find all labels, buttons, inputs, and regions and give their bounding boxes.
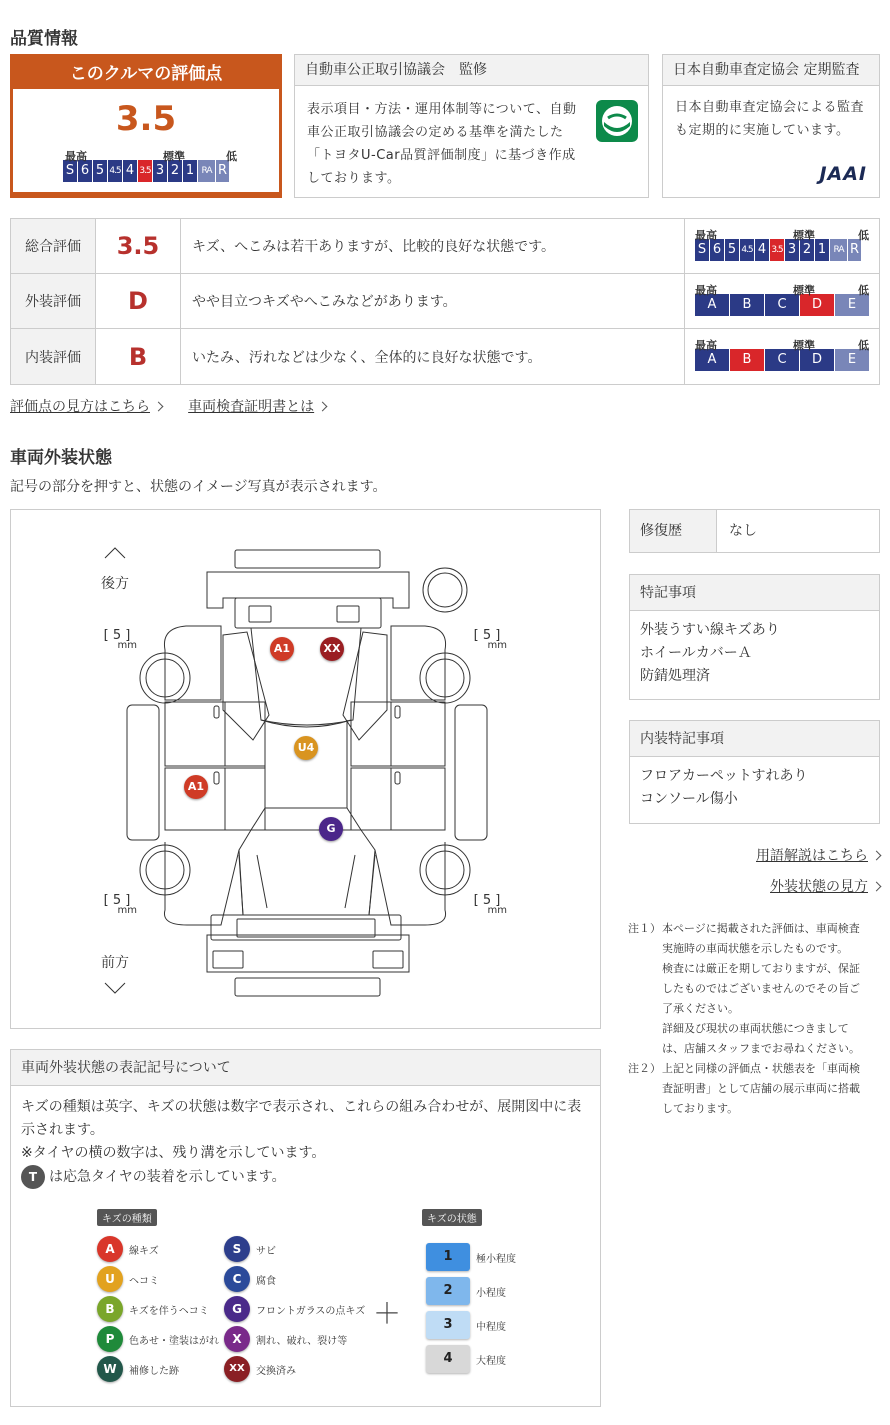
scale-cell: RA bbox=[830, 239, 847, 261]
damage-state-row bbox=[426, 1308, 516, 1342]
repair-value: なし bbox=[729, 523, 757, 539]
damage-state-row bbox=[426, 1342, 516, 1376]
note-line: 検査には厳正を期しておりますが、保証 bbox=[662, 962, 860, 975]
jaaa-title: 自動車公正取引協議会 監修 bbox=[295, 55, 648, 86]
tire-front-right: [ 5 ] mm bbox=[467, 893, 507, 916]
damage-badge-roof-u4[interactable]: U4 bbox=[294, 736, 318, 760]
damage-type-row bbox=[97, 1354, 219, 1384]
exterior-guide-label: 外装状態の見方 bbox=[770, 879, 868, 895]
note-mark: 注１） bbox=[628, 922, 661, 935]
scale-cell: 6 bbox=[78, 160, 92, 182]
note-line: しております。 bbox=[662, 1102, 739, 1115]
damage-state-label: 小程度 bbox=[476, 1287, 506, 1299]
tire-unit: mm bbox=[117, 640, 137, 651]
scale-std: 標準 bbox=[793, 229, 815, 242]
scale-cell: 5 bbox=[93, 160, 107, 182]
scale-cell: R bbox=[216, 160, 229, 182]
eval-row-exterior bbox=[11, 274, 879, 329]
legend-line2: ※タイヤの横の数字は、残り溝を示しています。 bbox=[21, 1145, 326, 1161]
damage-state-swatch: 3 bbox=[426, 1311, 470, 1339]
eval-grade: D bbox=[96, 274, 181, 328]
damage-type-label: 割れ、破れ、裂け等 bbox=[256, 1335, 348, 1347]
interior-item: コンソール傷小 bbox=[640, 791, 738, 807]
quality-section-title: 品質情報 bbox=[10, 29, 78, 49]
eval-desc: キズ、へこみは若干ありますが、比較的良好な状態です。 bbox=[181, 219, 685, 273]
scale-cell: 3 bbox=[785, 239, 799, 261]
damage-type-row bbox=[224, 1234, 365, 1264]
notes-block bbox=[628, 919, 880, 1119]
damage-type-row bbox=[224, 1354, 365, 1384]
tire-value: 5 bbox=[482, 893, 492, 908]
tire-value: 5 bbox=[482, 628, 492, 643]
scale-cell: D bbox=[800, 349, 834, 371]
how-to-read-link[interactable] bbox=[10, 399, 150, 415]
scale-cell: 4 bbox=[755, 239, 769, 261]
scale-cell: RA bbox=[198, 160, 215, 182]
scale-high: 最高 bbox=[695, 229, 717, 242]
jaai-logo: JAAI bbox=[819, 163, 867, 185]
scale-high: 最高 bbox=[65, 150, 87, 163]
damage-type-label: 交換済み bbox=[256, 1365, 296, 1377]
scale-low: 低 bbox=[858, 229, 869, 242]
note-line: 上記と同様の評価点・状態表を「車両検 bbox=[662, 1062, 860, 1075]
scale-cell: 1 bbox=[815, 239, 829, 261]
glossary-label: 用語解説はこちら bbox=[756, 848, 868, 864]
damage-badge-rear-a1[interactable]: A1 bbox=[270, 637, 294, 661]
spare-tire-icon: T bbox=[21, 1165, 45, 1189]
scale-cell: C bbox=[765, 294, 799, 316]
legend-line1: キズの種類は英字、キズの状態は数字で表示され、これらの組み合わせが、展開図中に表示されます。 bbox=[21, 1099, 582, 1138]
chevron-right-icon bbox=[318, 402, 328, 412]
damage-type-icon: C bbox=[224, 1266, 250, 1292]
damage-type-row bbox=[97, 1234, 219, 1264]
scale-cell: B bbox=[730, 349, 764, 371]
interior-title: 内装特記事項 bbox=[630, 721, 879, 757]
note-line: は、店舗スタッフまでお尋ねください。 bbox=[662, 1042, 860, 1055]
overall-score: 3.5 bbox=[115, 99, 177, 139]
scale-cell: S bbox=[63, 160, 77, 182]
jaaa-text: 表示項目・方法・運用体制等について、自動車公正取引協議会の定める基準を満たした「トヨタU-Car品質評価制度」に基づき作成しております。 bbox=[307, 102, 577, 186]
special-title: 特記事項 bbox=[630, 575, 879, 611]
jaai-text: 日本自動車査定協会による監査も定期的に実施しています。 bbox=[675, 100, 865, 138]
eval-grade: B bbox=[96, 329, 181, 384]
damage-type-icon: U bbox=[97, 1266, 123, 1292]
states-list bbox=[426, 1240, 516, 1376]
note-line: 査証明書」として店舗の展示車両に搭載 bbox=[662, 1082, 860, 1095]
scale-cell: 4.5 bbox=[740, 239, 754, 261]
scale-high: 最高 bbox=[695, 339, 717, 352]
eval-desc: やや目立つキズやへこみなどがあります。 bbox=[181, 274, 685, 328]
scale-high: 最高 bbox=[695, 284, 717, 297]
score-scale bbox=[63, 160, 239, 182]
damage-badge-rear-xx[interactable]: XX bbox=[320, 637, 344, 661]
damage-type-row bbox=[97, 1264, 219, 1294]
damage-type-label: キズを伴うヘコミ bbox=[129, 1305, 209, 1317]
eval-row-interior bbox=[11, 329, 879, 384]
damage-type-icon: B bbox=[97, 1296, 123, 1322]
scale-low: 低 bbox=[858, 284, 869, 297]
eval-grade: 3.5 bbox=[96, 219, 181, 273]
chevron-right-icon bbox=[872, 851, 882, 861]
interior-notes bbox=[629, 720, 880, 824]
scale-std: 標準 bbox=[793, 339, 815, 352]
damage-badge-side-a1[interactable]: A1 bbox=[184, 775, 208, 799]
scale-cell: 3.5 bbox=[770, 239, 784, 261]
jaai-box bbox=[662, 54, 880, 198]
scale-cell: 1 bbox=[183, 160, 197, 182]
note-line: 本ページに掲載された評価は、車両検査 bbox=[662, 922, 860, 935]
damage-type-icon: A bbox=[97, 1236, 123, 1262]
eval-label: 内装評価 bbox=[11, 329, 96, 384]
damage-type-label: ヘコミ bbox=[129, 1275, 159, 1287]
scale-std: 標準 bbox=[163, 150, 185, 163]
damage-state-swatch: 4 bbox=[426, 1345, 470, 1373]
damage-type-icon: P bbox=[97, 1326, 123, 1352]
damage-state-row bbox=[426, 1240, 516, 1274]
tire-front-left: [ 5 ] mm bbox=[97, 893, 137, 916]
damage-state-label: 極小程度 bbox=[476, 1253, 516, 1265]
tire-rear-left: [ 5 ] mm bbox=[97, 628, 137, 651]
types-tag: キズの種類 bbox=[97, 1209, 157, 1226]
scale-cell: 4.5 bbox=[108, 160, 122, 182]
scale-cell: 3 bbox=[153, 160, 167, 182]
damage-type-icon: W bbox=[97, 1356, 123, 1382]
damage-type-row bbox=[97, 1294, 219, 1324]
certificate-label: 車両検査証明書とは bbox=[188, 399, 315, 415]
damage-type-icon: XX bbox=[224, 1356, 250, 1382]
damage-type-label: サビ bbox=[256, 1245, 276, 1257]
car-diagram bbox=[10, 509, 601, 1029]
eval-desc: いたみ、汚れなどは少なく、全体的に良好な状態です。 bbox=[181, 329, 685, 384]
interior-item: フロアカーペットすれあり bbox=[640, 768, 808, 784]
damage-type-icon: S bbox=[224, 1236, 250, 1262]
special-item: ホイールカバーＡ bbox=[640, 645, 752, 661]
scale-cell: 5 bbox=[725, 239, 739, 261]
score-box-title: このクルマの評価点 bbox=[69, 64, 223, 84]
damage-type-icon: G bbox=[224, 1296, 250, 1322]
plus-sign: ＋ bbox=[373, 1297, 402, 1330]
tire-unit: mm bbox=[487, 905, 507, 916]
scale-cell: 2 bbox=[168, 160, 182, 182]
damage-state-swatch: 2 bbox=[426, 1277, 470, 1305]
exterior-guide-link[interactable] bbox=[770, 879, 868, 895]
damage-type-label: 色あせ・塗装はがれ bbox=[129, 1335, 219, 1347]
legend-box bbox=[10, 1049, 601, 1407]
scale-cell: R bbox=[848, 239, 861, 261]
damage-state-label: 中程度 bbox=[476, 1321, 506, 1333]
types-left-list bbox=[97, 1234, 219, 1384]
damage-state-row bbox=[426, 1274, 516, 1308]
score-box bbox=[10, 54, 282, 198]
damage-state-label: 大程度 bbox=[476, 1355, 506, 1367]
repair-label: 修復歴 bbox=[630, 510, 717, 552]
damage-state-swatch: 1 bbox=[426, 1243, 470, 1271]
note-line: 実施時の車両状態を示したものです。 bbox=[662, 942, 849, 955]
special-item: 外装うすい線キズあり bbox=[640, 622, 780, 638]
jaaa-box bbox=[294, 54, 649, 198]
interior-scale bbox=[695, 349, 869, 371]
chevron-right-icon bbox=[154, 402, 164, 412]
scale-cell: 6 bbox=[710, 239, 724, 261]
scale-cell: 3.5 bbox=[138, 160, 152, 182]
car-outline-drawing bbox=[11, 510, 600, 1028]
scale-std: 標準 bbox=[793, 284, 815, 297]
scale-cell: 2 bbox=[800, 239, 814, 261]
exterior-subtitle: 記号の部分を押すと、状態のイメージ写真が表示されます。 bbox=[10, 479, 387, 495]
eval-row-overall bbox=[11, 219, 879, 274]
note-mark: 注２） bbox=[628, 1062, 661, 1075]
damage-type-label: 線キズ bbox=[129, 1245, 159, 1257]
scale-cell: D bbox=[800, 294, 834, 316]
rear-label: 後方 bbox=[101, 576, 129, 592]
repair-history bbox=[629, 509, 880, 553]
special-item: 防錆処理済 bbox=[640, 668, 710, 684]
damage-type-label: 腐食 bbox=[256, 1275, 276, 1287]
chevron-right-icon bbox=[872, 882, 882, 892]
damage-type-row bbox=[97, 1324, 219, 1354]
note-line: 詳細及び現状の車両状態につきまして bbox=[662, 1022, 849, 1035]
scale-cell: E bbox=[835, 349, 869, 371]
tire-unit: mm bbox=[117, 905, 137, 916]
scale-cell: A bbox=[695, 349, 729, 371]
types-right-list bbox=[224, 1234, 365, 1384]
tire-unit: mm bbox=[487, 640, 507, 651]
tire-rear-right: [ 5 ] mm bbox=[467, 628, 507, 651]
exterior-section-title: 車両外装状態 bbox=[10, 448, 112, 468]
scale-cell: B bbox=[730, 294, 764, 316]
how-to-read-label: 評価点の見方はこちら bbox=[10, 399, 150, 415]
front-label: 前方 bbox=[101, 955, 129, 971]
legend-line3: は応急タイヤの装着を示しています。 bbox=[49, 1168, 286, 1185]
damage-type-icon: X bbox=[224, 1326, 250, 1352]
damage-type-row bbox=[224, 1264, 365, 1294]
overall-scale bbox=[695, 239, 869, 261]
scale-cell: S bbox=[695, 239, 709, 261]
jaai-title: 日本自動車査定協会 定期監査 bbox=[663, 55, 879, 86]
eval-label: 外装評価 bbox=[11, 274, 96, 328]
scale-cell: A bbox=[695, 294, 729, 316]
note-line: したものではございませんのでその旨ご bbox=[662, 982, 860, 995]
note-line: 了承ください。 bbox=[662, 1002, 739, 1015]
scale-low: 低 bbox=[858, 339, 869, 352]
evaluation-table bbox=[10, 218, 880, 385]
scale-cell: E bbox=[835, 294, 869, 316]
certificate-link[interactable] bbox=[188, 399, 314, 415]
special-notes bbox=[629, 574, 880, 700]
damage-type-label: フロントガラスの点キズ bbox=[256, 1305, 366, 1317]
glossary-link[interactable] bbox=[756, 848, 868, 864]
states-tag: キズの状態 bbox=[422, 1209, 482, 1226]
tire-value: 5 bbox=[112, 628, 122, 643]
damage-type-row bbox=[224, 1294, 365, 1324]
damage-type-label: 補修した跡 bbox=[129, 1365, 179, 1377]
jaaa-logo-icon bbox=[596, 100, 638, 142]
tire-value: 5 bbox=[112, 893, 122, 908]
damage-type-row bbox=[224, 1324, 365, 1354]
legend-title: 車両外装状態の表記記号について bbox=[11, 1050, 600, 1086]
scale-low: 低 bbox=[226, 150, 237, 163]
damage-badge-glass-g[interactable]: G bbox=[319, 817, 343, 841]
exterior-scale bbox=[695, 294, 869, 316]
scale-cell: 4 bbox=[123, 160, 137, 182]
eval-label: 総合評価 bbox=[11, 219, 96, 273]
scale-cell: C bbox=[765, 349, 799, 371]
